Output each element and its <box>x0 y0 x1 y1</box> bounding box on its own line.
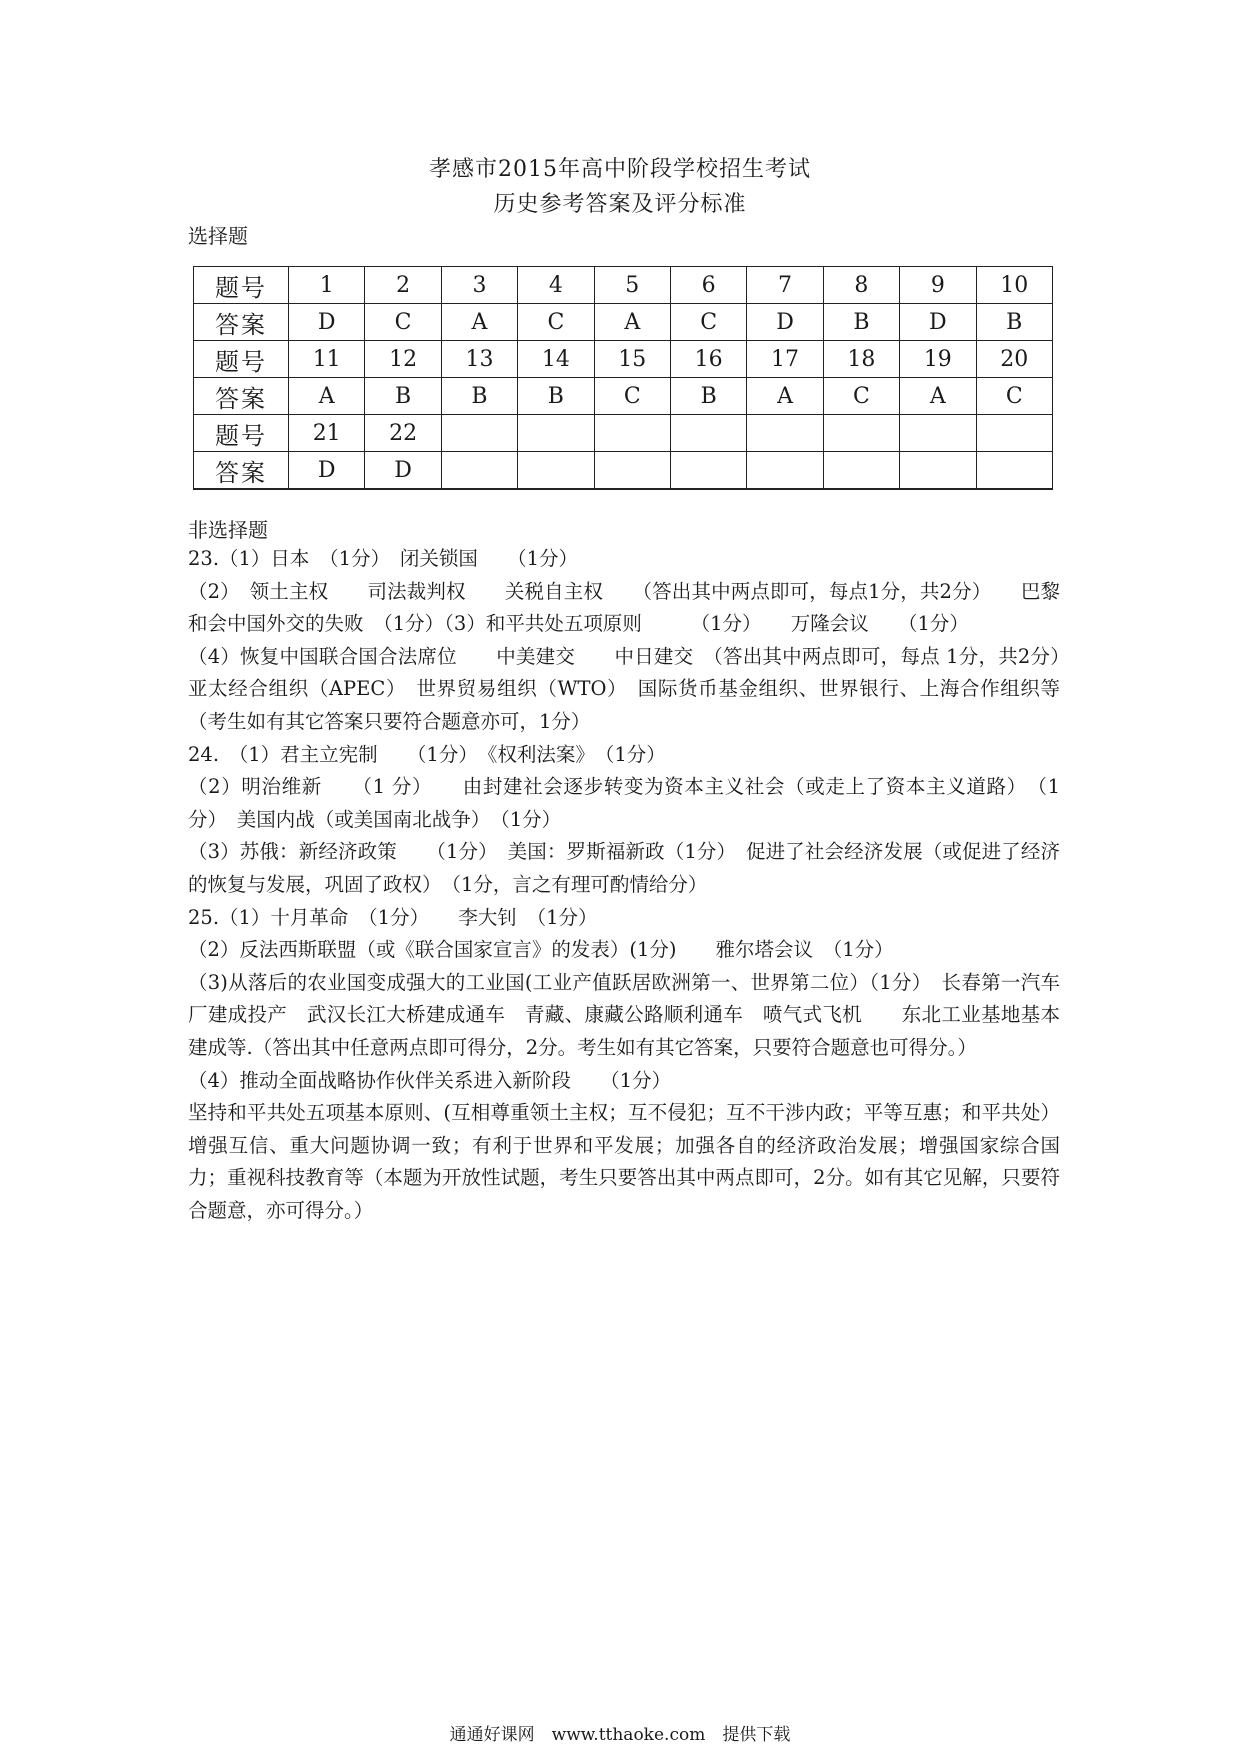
question-number-cell: 13 <box>441 341 517 378</box>
answer-paragraph: 坚持和平共处五项基本原则、(互相尊重领土主权；互不侵犯；互不干涉内政；平等互惠；和平共处）增强互信、重大问题协调一致；有利于世界和平发展；加强各自的经济政治发展；增强国家综合国力；重视科技教育等（本题为开放性试题，考生只要答出其中两点即可，2分。如有其它见解，只要符合题意，亦可得分。） <box>188 1101 1060 1222</box>
answer-paragraph: （3）苏俄：新经济政策 （1分） 美国：罗斯福新政（1分） 促进了社会经济发展（或促进了经济的恢复与发展，巩固了政权） （1分，言之有理可酌情给分） <box>188 840 1060 896</box>
question-number-cell: 10 <box>976 267 1052 304</box>
question-number-cell: 20 <box>976 341 1052 378</box>
answer-cell: A <box>289 378 365 415</box>
answer-paragraph: 24. （1）君主立宪制 （1分） 《权利法案》 （1分） <box>188 742 666 766</box>
question-number-cell: 2 <box>365 267 441 304</box>
answer-cell <box>976 452 1052 490</box>
table-row-numbers <box>194 341 1053 378</box>
answer-cell: C <box>365 304 441 341</box>
answer-cell: D <box>747 304 823 341</box>
answer-cell <box>823 452 899 490</box>
question-number-cell: 22 <box>365 415 441 452</box>
table-row-numbers <box>194 267 1053 304</box>
document-subtitle: 历史参考答案及评分标准 <box>493 192 747 217</box>
answer-cell: A <box>900 378 976 415</box>
answer-table <box>193 266 1053 490</box>
table-row-answers <box>194 378 1053 415</box>
question-number-cell: 16 <box>670 341 746 378</box>
question-number-cell <box>747 415 823 452</box>
footer-credit: 通通好课网 www.tthaoke.com 提供下载 <box>449 1725 791 1745</box>
answer-cell: B <box>823 304 899 341</box>
nonchoice-section-label: 非选择题 <box>188 518 268 542</box>
answer-cell: C <box>594 378 670 415</box>
answer-cell: B <box>518 378 594 415</box>
answer-cell: A <box>441 304 517 341</box>
answer-paragraph: （2） 领土主权 司法裁判权 关税自主权 （答出其中两点即可，每点1分，共2分） 巴黎和会中国外交的失败 （1分）（3）和平共处五项原则 （1分） 万隆会议 （1分） <box>188 579 1060 636</box>
question-number-cell: 3 <box>441 267 517 304</box>
answer-cell <box>594 452 670 490</box>
question-number-cell: 19 <box>900 341 976 378</box>
table-row-numbers <box>194 415 1053 452</box>
answer-cell <box>900 452 976 490</box>
row-label-answer: 答案 <box>194 304 289 341</box>
answer-cell: D <box>365 452 441 490</box>
answer-cell: B <box>365 378 441 415</box>
answer-cell: B <box>441 378 517 415</box>
answer-cell: D <box>289 304 365 341</box>
question-number-cell: 18 <box>823 341 899 378</box>
answer-cell: C <box>518 304 594 341</box>
answer-cell: C <box>976 378 1052 415</box>
question-number-cell: 12 <box>365 341 441 378</box>
question-number-cell: 9 <box>900 267 976 304</box>
row-label-number: 题号 <box>194 267 289 304</box>
answer-cell <box>518 452 594 490</box>
question-number-cell: 1 <box>289 267 365 304</box>
answer-paragraph: （2）明治维新 （1 分） 由封建社会逐步转变为资本主义社会（或走上了资本主义道路） （1分） 美国内战（或美国南北战争） （1分） <box>188 775 1060 831</box>
question-number-cell <box>900 415 976 452</box>
question-number-cell: 15 <box>594 341 670 378</box>
answer-cell: B <box>976 304 1052 341</box>
choice-section-label: 选择题 <box>188 224 248 248</box>
table-row-answers <box>194 304 1053 341</box>
answer-cell: D <box>289 452 365 490</box>
question-number-cell: 4 <box>518 267 594 304</box>
row-label-answer: 答案 <box>194 452 289 490</box>
row-label-number: 题号 <box>194 415 289 452</box>
question-number-cell: 17 <box>747 341 823 378</box>
question-number-cell <box>823 415 899 452</box>
answer-paragraph: 25.（1）十月革命 （1分） 李大钊 （1分） <box>188 905 598 929</box>
question-number-cell: 7 <box>747 267 823 304</box>
answer-paragraph: （4）推动全面战略协作伙伴关系进入新阶段 （1分） <box>188 1068 672 1092</box>
answer-paragraph: （4）恢复中国联合国合法席位 中美建交 中日建交 （答出其中两点即可，每点 1分，共2分） 亚太经合组织（APEC） 世界贸易组织（WTO） 国际货币基金组织、世界银行、上海合作组织等（考生如有其它答案只要符合题意亦可，1分） <box>188 644 1080 733</box>
answer-cell: C <box>670 304 746 341</box>
question-number-cell: 6 <box>670 267 746 304</box>
question-number-cell <box>518 415 594 452</box>
question-number-cell: 11 <box>289 341 365 378</box>
answer-paragraph: 23.（1）日本 （1分） 闭关锁国 （1分） <box>188 547 578 570</box>
answer-cell: B <box>670 378 746 415</box>
row-label-number: 题号 <box>194 341 289 378</box>
nonchoice-answers <box>188 543 1080 1227</box>
question-number-cell <box>976 415 1052 452</box>
answer-cell <box>747 452 823 490</box>
question-number-cell <box>670 415 746 452</box>
question-number-cell: 21 <box>289 415 365 452</box>
answer-paragraph: （3)从落后的农业国变成强大的工业国(工业产值跃居欧洲第一、世界第二位）（1分） 长春第一汽车厂建成投产 武汉长江大桥建成通车 青藏、康藏公路顺利通车 喷气式飞机 东北工业基地基本建成等.（答出其中任意两点即可得分，2分。考生如有其它答案，只要符合题意也可得分。） <box>188 970 1060 1059</box>
answer-cell: D <box>900 304 976 341</box>
question-number-cell <box>441 415 517 452</box>
answer-cell <box>441 452 517 490</box>
row-label-answer: 答案 <box>194 378 289 415</box>
question-number-cell: 5 <box>594 267 670 304</box>
question-number-cell <box>594 415 670 452</box>
question-number-cell: 8 <box>823 267 899 304</box>
answer-cell: A <box>747 378 823 415</box>
answer-cell: A <box>594 304 670 341</box>
answer-cell <box>670 452 746 490</box>
table-row-answers <box>194 452 1053 490</box>
answer-cell: C <box>823 378 899 415</box>
question-number-cell: 14 <box>518 341 594 378</box>
answer-paragraph: （2）反法西斯联盟（或《联合国家宣言》的发表）(1分) 雅尔塔会议 （1分） <box>188 938 894 962</box>
document-title: 孝感市2015年高中阶段学校招生考试 <box>429 157 811 182</box>
